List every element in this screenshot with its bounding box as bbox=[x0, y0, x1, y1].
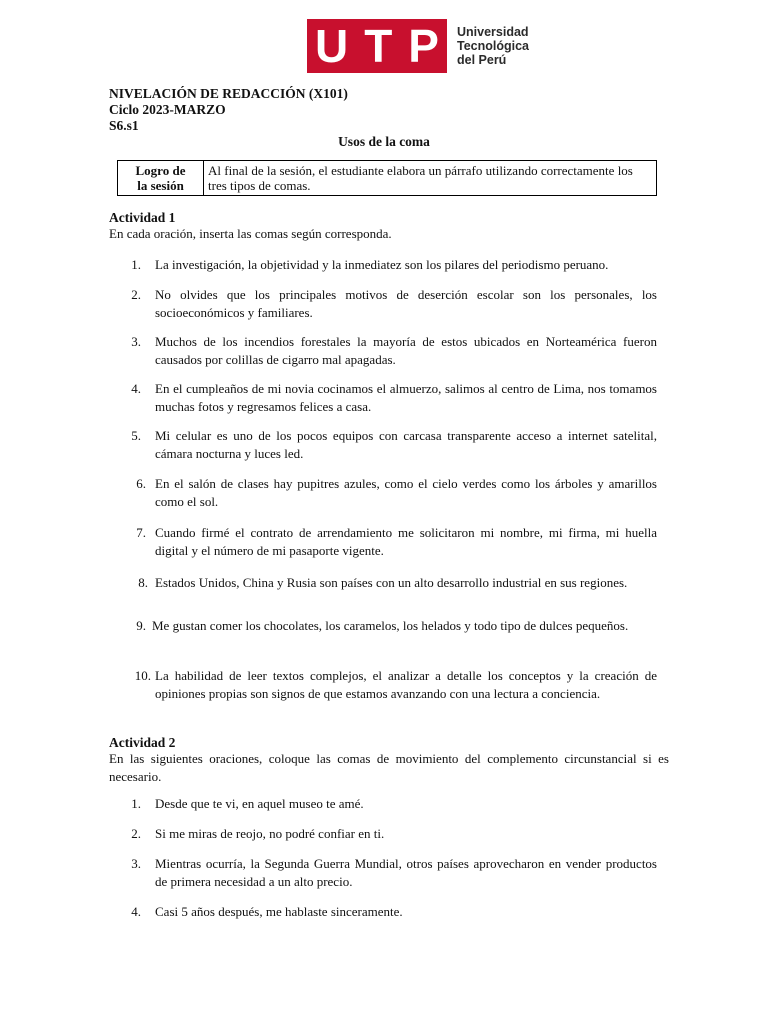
session-code: S6.s1 bbox=[109, 118, 139, 133]
page-title: Usos de la coma bbox=[338, 134, 430, 149]
utp-logo bbox=[307, 18, 547, 74]
item-text: Cuando firmé el contrato de arrendamiento me solicitaron mi nombre, mi firma, mi huella digital y el número de mi pasaporte vigente. bbox=[155, 525, 657, 558]
item-text: No olvides que los principales motivos de deserción escolar son los personales, los socioeconómicos y familiares. bbox=[155, 287, 657, 320]
item-number: 9. bbox=[136, 618, 146, 633]
item-number: 1. bbox=[131, 257, 141, 272]
item-number: 4. bbox=[131, 904, 141, 919]
logo-line-1: Universidad bbox=[457, 25, 529, 39]
item-number: 6. bbox=[136, 476, 146, 491]
item-text: Si me miras de reojo, no podré confiar en ti. bbox=[155, 826, 385, 841]
activity-2-instruction: En las siguientes oraciones, coloque las comas de movimiento del complemento circunstancial si es necesario. bbox=[109, 751, 669, 784]
document-header bbox=[109, 86, 348, 134]
item-text: En el cumpleaños de mi novia cocinamos el almuerzo, salimos al centro de Lima, nos tomamos muchas fotos y regresamos felices a casa. bbox=[155, 381, 657, 414]
logo-line-2: Tecnológica bbox=[457, 39, 530, 53]
item-number: 2. bbox=[131, 287, 141, 302]
logo-line-3: del Perú bbox=[457, 53, 507, 67]
cycle-label: Ciclo 2023-MARZO bbox=[109, 102, 226, 117]
logo-mark bbox=[307, 19, 447, 73]
item-text: Mientras ocurría, la Segunda Guerra Mundial, otros países aprovecharon en vender productos de primera necesidad a un alto precio. bbox=[155, 856, 657, 889]
item-number: 3. bbox=[131, 856, 141, 871]
goal-label bbox=[118, 161, 204, 196]
goal-label-line-1: Logro de bbox=[135, 163, 186, 178]
logo-letter-p: P bbox=[408, 20, 439, 72]
item-text: La investigación, la objetividad y la inmediatez son los pilares del periodismo peruano. bbox=[155, 257, 609, 272]
logo-letter-u: U bbox=[314, 20, 349, 72]
item-number: 2. bbox=[131, 826, 141, 841]
item-number: 8. bbox=[138, 575, 148, 590]
item-number: 1. bbox=[131, 796, 141, 811]
goal-label-line-2: la sesión bbox=[137, 178, 184, 193]
item-text: La habilidad de leer textos complejos, el analizar a detalle los conceptos y la creación de opiniones propias son signos de que estamos avanzando con una lectura a conciencia. bbox=[155, 668, 657, 701]
course-name: NIVELACIÓN DE REDACCIÓN (X101) bbox=[109, 86, 348, 101]
item-text: Estados Unidos, China y Rusia son países con un alto desarrollo industrial en sus regiones. bbox=[155, 575, 628, 590]
activity-2-title: Actividad 2 bbox=[109, 735, 176, 750]
item-number: 10. bbox=[134, 668, 151, 683]
item-text: Mi celular es uno de los pocos equipos con carcasa transparente acceso a internet satelital, cámara nocturna y luces led. bbox=[155, 428, 657, 461]
goal-text: Al final de la sesión, el estudiante elabora un párrafo utilizando correctamente los tres tipos de comas. bbox=[204, 161, 657, 196]
item-number: 5. bbox=[131, 428, 141, 443]
item-number: 4. bbox=[131, 381, 141, 396]
item-text: Muchos de los incendios forestales la mayoría de estos ubicados en Norteamérica fueron causados por colillas de cigarro mal apagadas. bbox=[155, 334, 657, 367]
item-number: 3. bbox=[131, 334, 141, 349]
item-text: Casi 5 años después, me hablaste sinceramente. bbox=[155, 904, 403, 919]
session-goal-table bbox=[117, 160, 657, 196]
logo-wordmark bbox=[457, 25, 529, 67]
item-text: Me gustan comer los chocolates, los caramelos, los helados y todo tipo de dulces pequeños. bbox=[152, 618, 629, 633]
item-number: 7. bbox=[136, 525, 146, 540]
activity-1-title: Actividad 1 bbox=[109, 210, 176, 225]
item-text: Desde que te vi, en aquel museo te amé. bbox=[155, 796, 364, 811]
item-text: En el salón de clases hay pupitres azules, como el cielo verdes como los árboles y amarillos como el sol. bbox=[155, 476, 657, 509]
logo-letter-t: T bbox=[364, 20, 393, 72]
activity-1-instruction: En cada oración, inserta las comas según corresponda. bbox=[109, 226, 392, 241]
